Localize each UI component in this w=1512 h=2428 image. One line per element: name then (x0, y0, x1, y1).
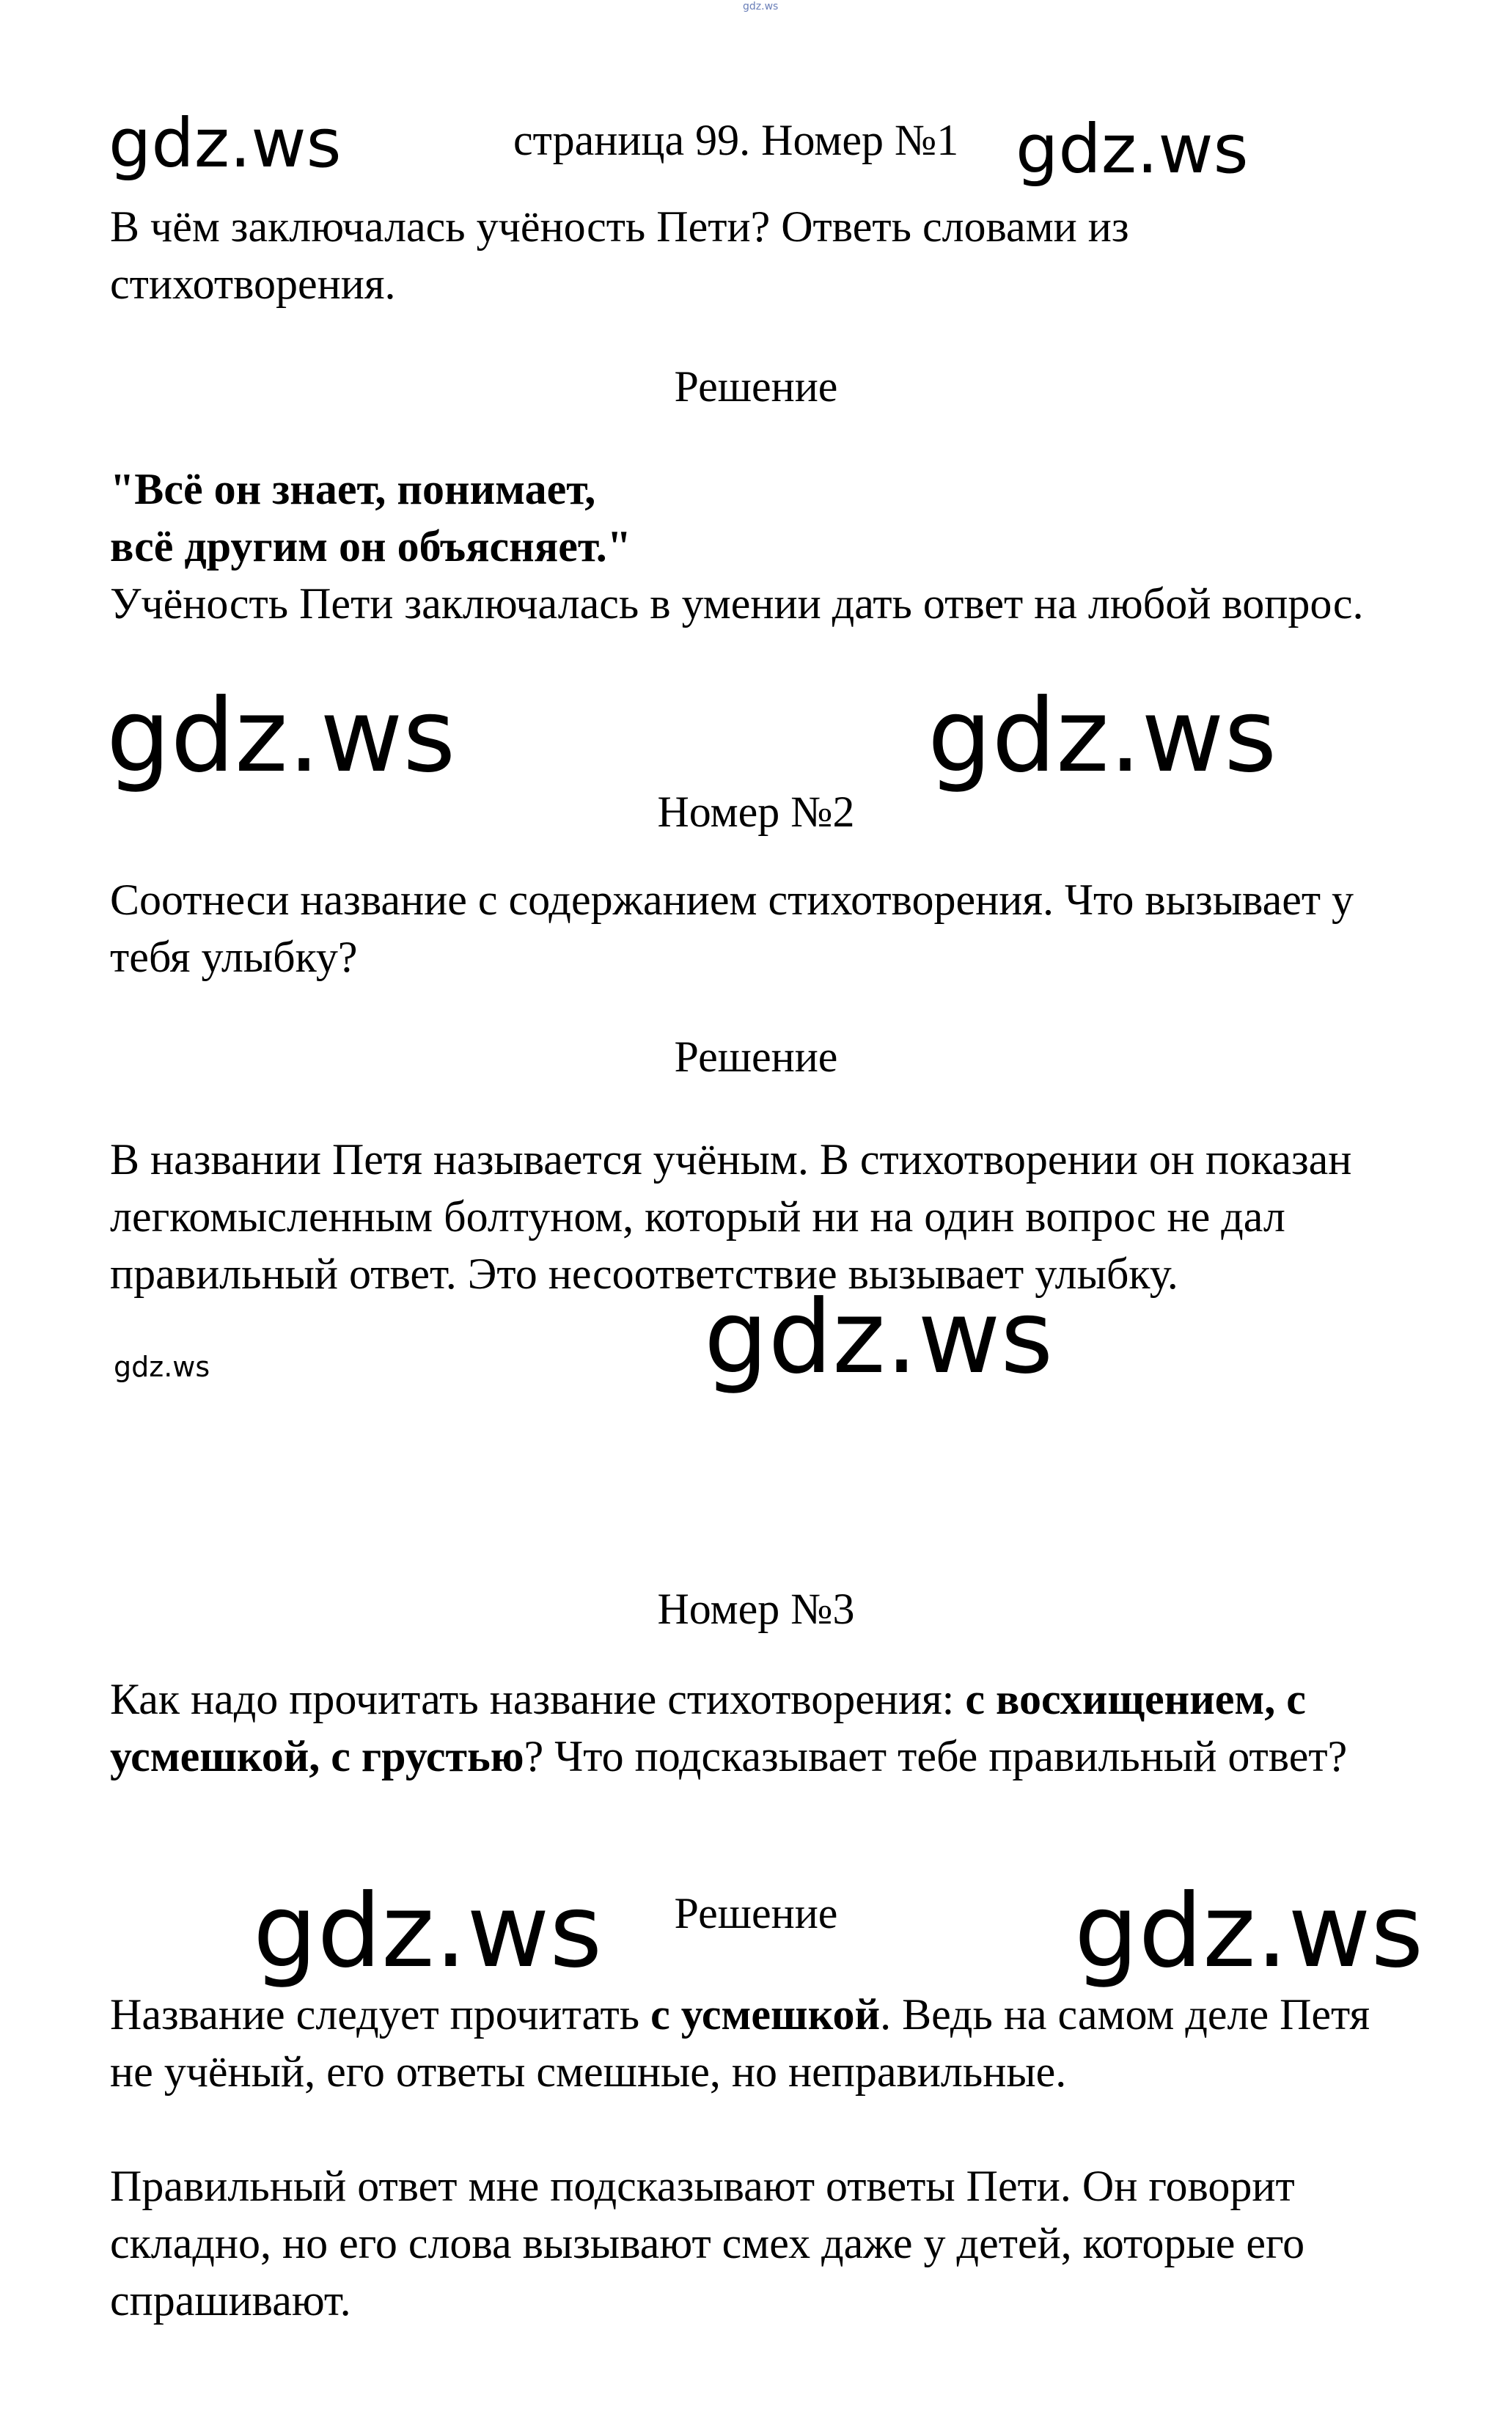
watermark-logo: gdz.ws (704, 1278, 1054, 1396)
q2-answer: В названии Петя называется учёным. В стихотворении он показан легкомысленным болтуном, который ни на один вопрос не дал правильный ответ. Это несоответствие вызывает улыбку. (110, 1135, 1352, 1298)
q1-answer: Учёность Пети заключалась в умении дать ответ на любой вопрос. (110, 579, 1364, 628)
q3-answer-1 (110, 1986, 1401, 2100)
q3-title: Номер №3 (657, 1585, 855, 1633)
watermark-logo: gdz.ws (106, 677, 456, 795)
q3-answer-2: Правильный ответ мне подсказывают ответы Пети. Он говорит складно, но его слова вызывают смех даже у детей, которые его спрашивают. (110, 2162, 1305, 2325)
top-watermark: gdz.ws (743, 1, 779, 12)
q1-solution-label: Решение (674, 362, 838, 411)
q3-question-options: с восхищением, с усмешкой, с грустью (110, 1675, 1306, 1780)
q3-question-end: ? Что подсказывает тебе правильный ответ? (524, 1732, 1348, 1780)
watermark-logo: gdz.ws (253, 1872, 603, 1990)
q3-question-start: Как надо прочитать название стихотворения: (110, 1675, 966, 1723)
watermark-small: gdz.ws (114, 1351, 210, 1383)
q3-answer-1-start: Название следует прочитать (110, 1990, 651, 2039)
watermark-logo: gdz.ws (928, 677, 1277, 795)
watermark-logo: gdz.ws (109, 104, 342, 183)
q1-quote-line2: всё другим он объясняет." (110, 522, 632, 571)
q3-answer-1-end: . Ведь на самом деле Петя не учёный, его ответы смешные, но неправильные. (110, 1990, 1370, 2096)
q1-question: В чём заключалась учёность Пети? Ответь словами из стихотворения. (110, 202, 1129, 308)
page-header: страница 99. Номер №1 (513, 116, 959, 164)
q3-solution-label: Решение (674, 1889, 838, 1937)
watermark-logo: gdz.ws (1074, 1872, 1424, 1990)
q3-question (110, 1670, 1401, 1785)
watermark-logo: gdz.ws (1016, 110, 1249, 188)
q2-solution-label: Решение (674, 1033, 838, 1081)
q2-question: Соотнеси название с содержанием стихотворения. Что вызывает у тебя улыбку? (110, 876, 1354, 981)
q2-title: Номер №2 (657, 788, 855, 836)
q1-quote-line1: "Всё он знает, понимает, (110, 465, 596, 513)
q3-answer-1-bold: с усмешкой (650, 1990, 881, 2039)
